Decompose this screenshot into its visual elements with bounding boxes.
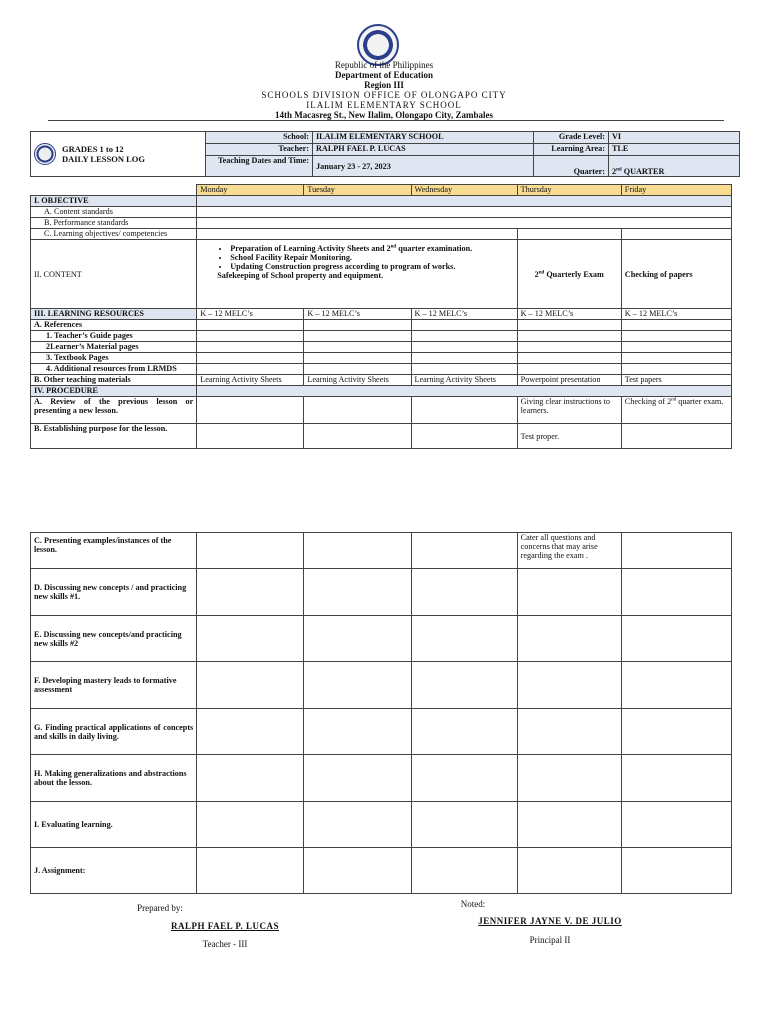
grades-title: GRADES 1 to 12 [62, 144, 124, 154]
las-tuesday: Learning Activity Sheets [304, 375, 411, 386]
content-friday: Checking of papers [621, 240, 731, 309]
learning-objectives-fri [621, 229, 731, 240]
teachers-guide-label: 1. Teacher’s Guide pages [31, 331, 197, 342]
lesson-log-table [30, 184, 732, 449]
quarter-label: Quarter: [534, 156, 609, 177]
presenting-thursday: Cater all questions and concerns that may arise regarding the exam . [517, 533, 621, 569]
noted-title: Principal II [529, 935, 571, 945]
content-label: II. CONTENT [31, 240, 197, 309]
additional-resources-label: 4. Additional resources from LRMDS [31, 364, 197, 375]
quarter-value: 2nd QUARTER [609, 156, 740, 177]
learning-objectives-label: C. Learning objectives/ competencies [31, 229, 197, 240]
area-label: Learning Area: [534, 144, 609, 156]
content-item: • Updating Construction progress according to program of works. [230, 262, 513, 271]
day-monday: Monday [197, 185, 304, 196]
establishing-label: B. Establishing purpose for the lesson. [31, 424, 197, 449]
teacher-label: Teacher: [206, 144, 313, 156]
prepared-by-label: Prepared by: [137, 903, 183, 913]
teacher-value: RALPH FAEL P. LUCAS [313, 144, 534, 156]
developing-label: F. Developing mastery leads to formative assessment [31, 662, 197, 709]
log-title-cell [31, 132, 206, 177]
content-item: • Preparation of Learning Activity Sheets and 2nd quarter examination. [230, 244, 513, 253]
day-tuesday: Tuesday [304, 185, 411, 196]
learning-objectives-thu [517, 229, 621, 240]
procedure-table [30, 532, 732, 894]
melc-thursday: K – 12 MELC’s [517, 309, 621, 320]
performance-standards-cell [197, 218, 732, 229]
making-label: H. Making generalizations and abstractions about the lesson. [31, 755, 197, 802]
daily-lesson-log-title: DAILY LESSON LOG [62, 154, 145, 164]
division-line: SCHOOLS DIVISION OFFICE OF OLONGAPO CITY [261, 90, 507, 100]
lesson-info-table [30, 131, 740, 177]
content-standards-label: A. Content standards [31, 207, 197, 218]
department-line: Department of Education [335, 70, 433, 80]
las-wednesday: Learning Activity Sheets [411, 375, 517, 386]
prepared-by-title: Teacher - III [202, 939, 248, 949]
objective-row: I. OBJECTIVE [31, 196, 197, 207]
review-friday: Checking of 2nd quarter exam. [621, 397, 731, 424]
republic-line: Republic of the Philippines [334, 60, 434, 70]
learning-objectives-cell [197, 229, 517, 240]
dates-label: Teaching Dates and Time: [206, 156, 313, 177]
textbook-label: 3. Textbook Pages [31, 353, 197, 364]
establishing-thursday: Test proper. [517, 424, 621, 449]
noted-name: JENNIFER JAYNE V. DE JULIO [478, 916, 622, 926]
learning-resources-label: III. LEARNING RESOURCES [31, 309, 197, 320]
melc-monday: K – 12 MELC’s [197, 309, 304, 320]
presenting-label: C. Presenting examples/instances of the lesson. [31, 533, 197, 569]
day-thursday: Thursday [517, 185, 621, 196]
performance-standards-label: B. Performance standards [31, 218, 197, 229]
area-value: TLE [609, 144, 740, 156]
references-label: A. References [31, 320, 197, 331]
grade-label: Grade Level: [534, 132, 609, 144]
content-item: • School Facility Repair Monitoring. [230, 253, 513, 262]
corner-cell [31, 185, 197, 196]
melc-wednesday: K – 12 MELC’s [411, 309, 517, 320]
melc-tuesday: K – 12 MELC’s [304, 309, 411, 320]
region-line: Region III [364, 80, 404, 90]
learners-material-label: 2Learner’s Material pages [31, 342, 197, 353]
finding-label: G. Finding practical applications of concepts and skills in daily living. [31, 709, 197, 755]
dates-value: January 23 - 27, 2023 [313, 156, 534, 177]
las-monday: Learning Activity Sheets [197, 375, 304, 386]
school-line: ILALIM ELEMENTARY SCHOOL [306, 100, 462, 110]
content-list [200, 244, 513, 271]
assignment-label: J. Assignment: [31, 848, 197, 894]
procedure-label: IV. PROCEDURE [31, 386, 197, 397]
discussing2-label: E. Discussing new concepts/and practicing new skills #2 [31, 616, 197, 662]
procedure-fill [197, 386, 732, 397]
content-extra: Safekeeping of School property and equipment. [217, 271, 384, 280]
content-cell [197, 240, 517, 309]
content-thursday: 2nd Quarterly Exam [517, 240, 621, 309]
school-label: School: [206, 132, 313, 144]
deped-logo-icon [34, 143, 56, 165]
review-label: A. Review of the previous lesson or presenting a new lesson. [31, 397, 197, 424]
evaluating-label: I. Evaluating learning. [31, 802, 197, 848]
objective-fill [197, 196, 732, 207]
discussing1-label: D. Discussing new concepts / and practicing new skills #1. [31, 569, 197, 616]
day-friday: Friday [621, 185, 731, 196]
address-line: 14th Macasreg St., New Ilalim, Olongapo City, Zambales [274, 110, 494, 120]
other-materials-label: B. Other teaching materials [31, 375, 197, 386]
melc-friday: K – 12 MELC’s [621, 309, 731, 320]
day-wednesday: Wednesday [411, 185, 517, 196]
test-papers-friday: Test papers [621, 375, 731, 386]
review-thursday: Giving clear instructions to learners. [517, 397, 621, 424]
content-standards-cell [197, 207, 732, 218]
grade-value: VI [609, 132, 740, 144]
prepared-by-name: RALPH FAEL P. LUCAS [170, 921, 280, 931]
header-divider [48, 120, 724, 121]
school-value: ILALIM ELEMENTARY SCHOOL [313, 132, 534, 144]
powerpoint-thursday: Powerpoint presentation [517, 375, 621, 386]
noted-label: Noted: [460, 899, 486, 909]
